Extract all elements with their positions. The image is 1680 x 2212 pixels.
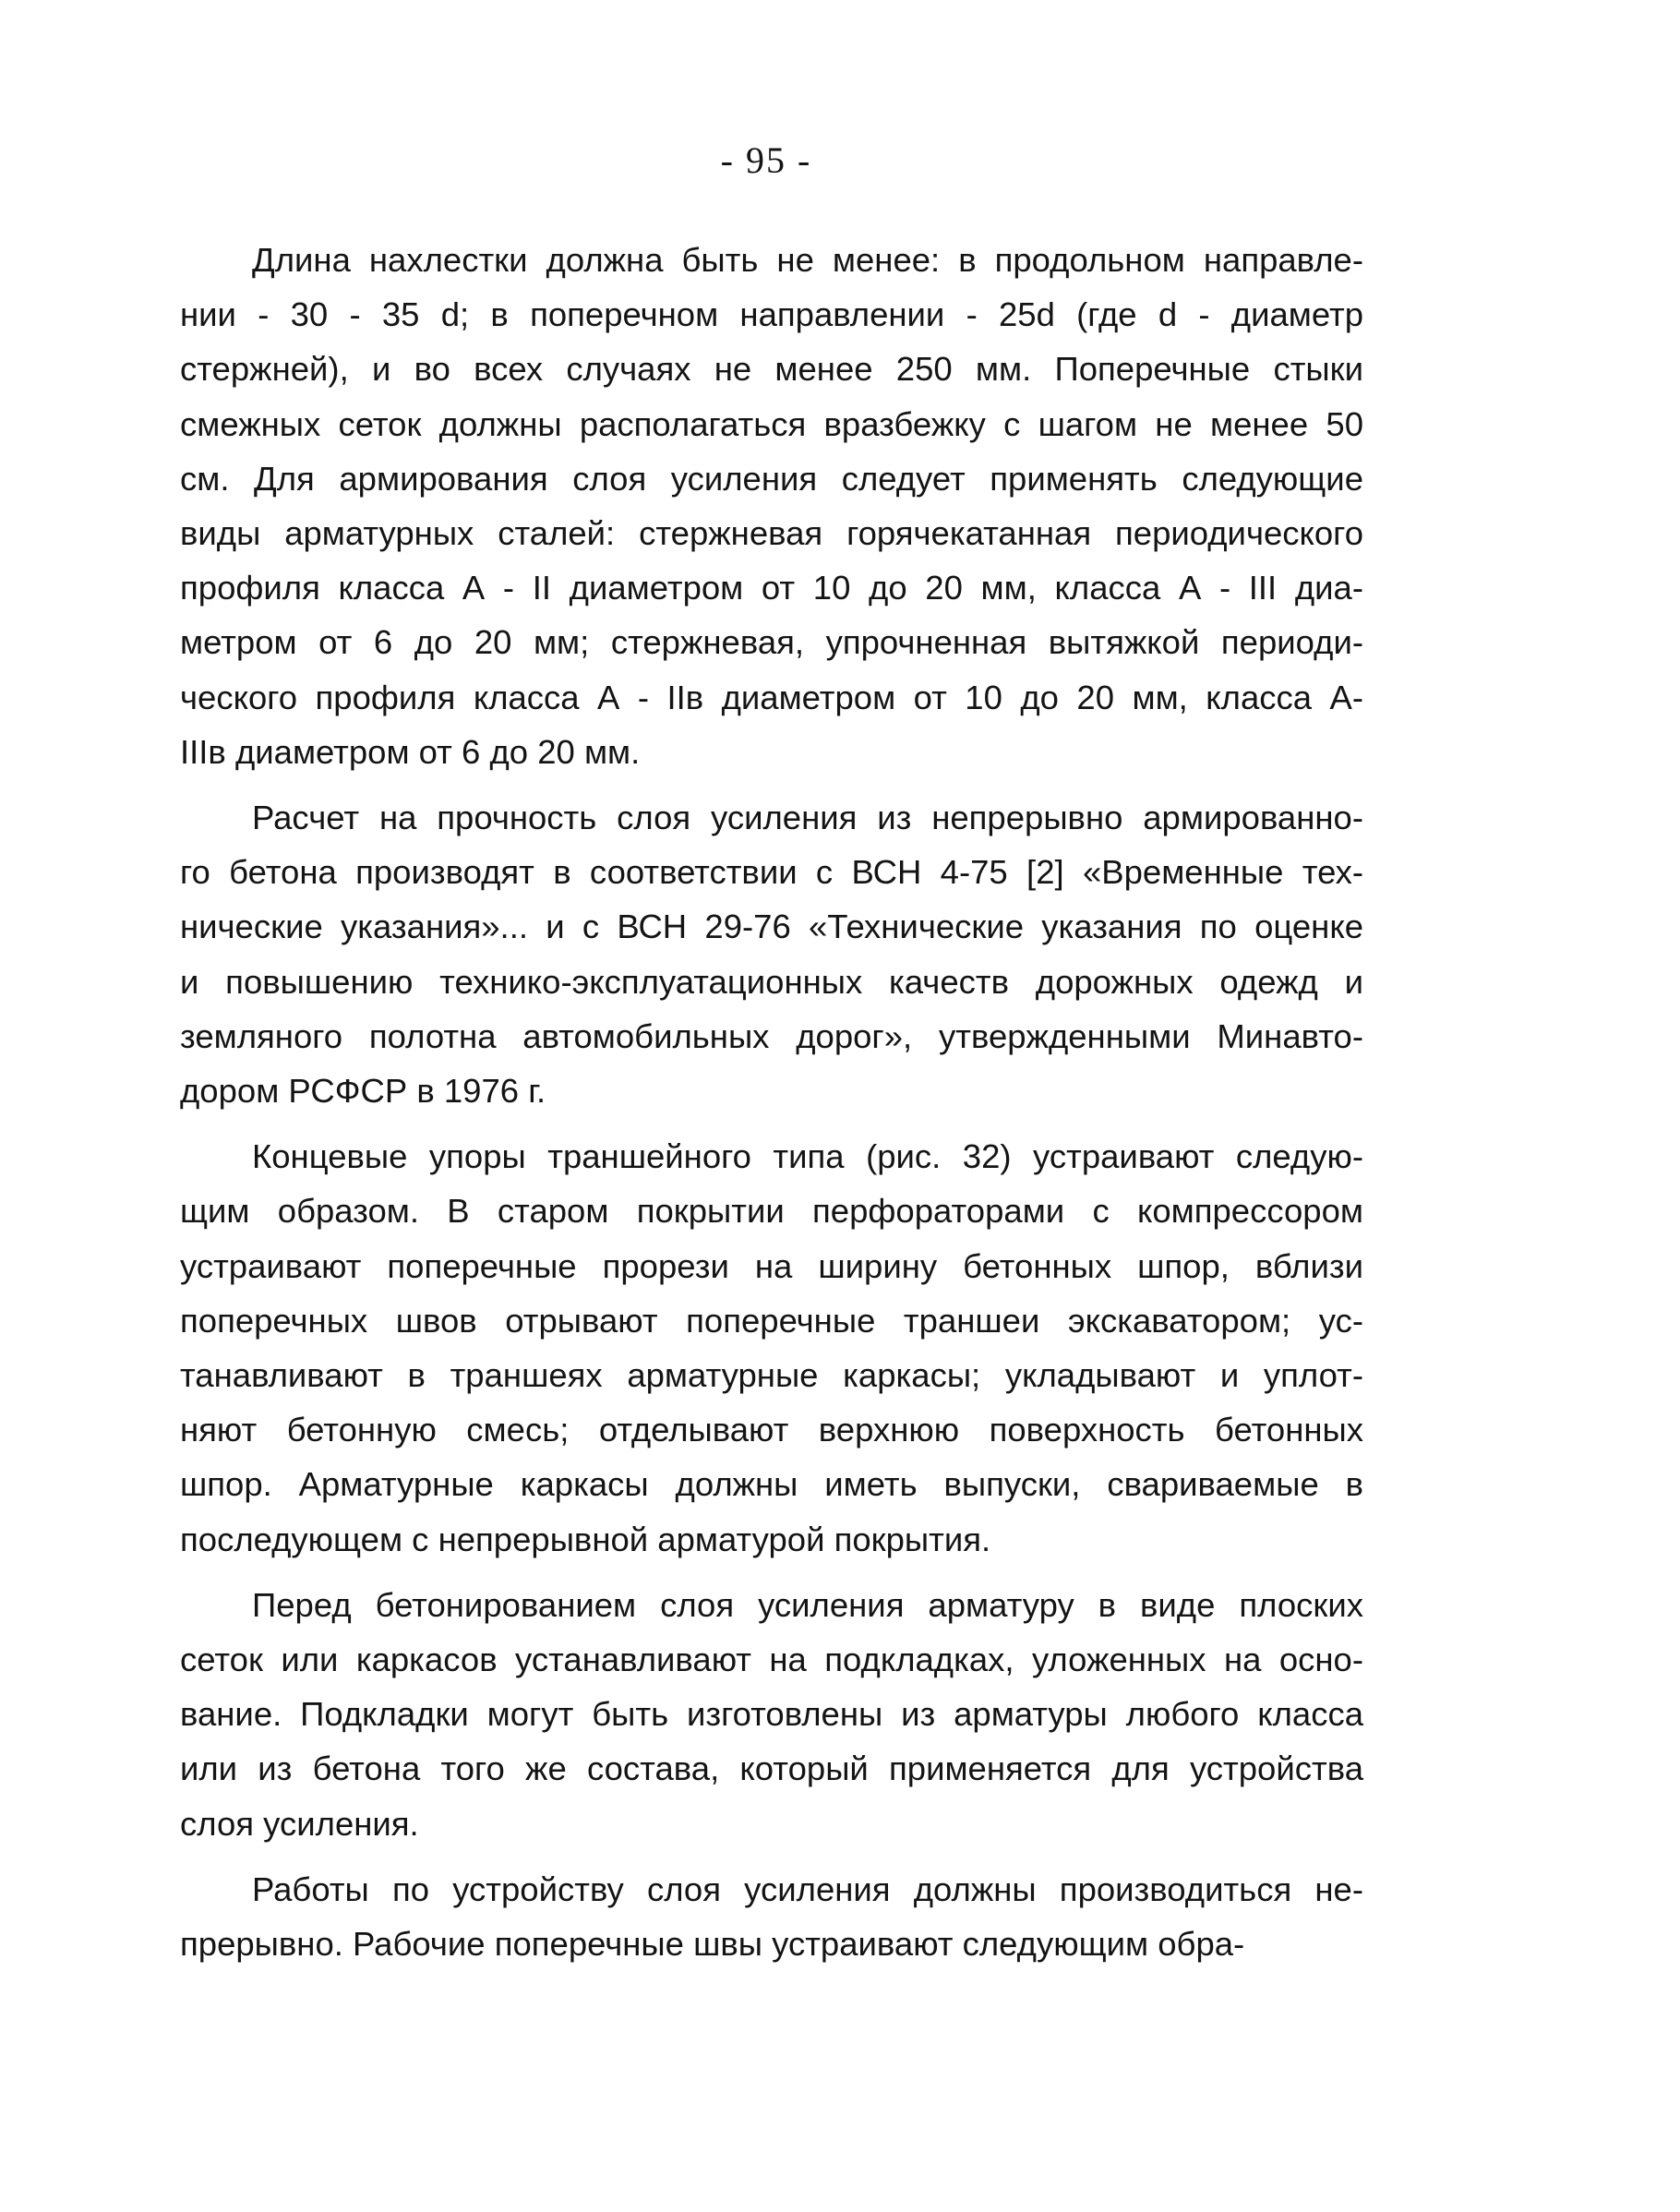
text-line: Расчет на прочность слоя усиления из непрерывно армированно- (252, 799, 1363, 837)
text-line: слоя усиления. (180, 1804, 419, 1843)
text-line: профиля класса А - II диаметром от 10 до 20 мм, класса А - III диа- (180, 569, 1363, 607)
text-line: няют бетонную смесь; отделывают верхнюю поверхность бетонных (180, 1411, 1363, 1449)
text-line: земляного полотна автомобильных дорог», утвержденными Минавто- (180, 1016, 1363, 1055)
text-line: Перед бетонированием слоя усиления арматуру в виде плоских (252, 1585, 1363, 1624)
text-line: последующем с непрерывной арматурой покрытия. (180, 1520, 991, 1558)
text-line: нии - 30 - 35 d; в поперечном направлении - 25d (где d - диаметр (180, 295, 1363, 334)
text-line: стержней), и во всех случаях не менее 250 мм. Поперечные стыки (180, 350, 1363, 389)
text-line: Работы по устройству слоя усиления должны производиться не- (252, 1869, 1363, 1908)
paragraph (180, 1129, 1363, 1567)
text-line: см. Для армирования слоя усиления следует применять следующие (180, 459, 1363, 498)
text-line: сеток или каркасов устанавливают на подкладках, уложенных на осно- (180, 1641, 1363, 1679)
text-line: Длина нахлестки должна быть не менее: в продольном направле- (252, 241, 1363, 279)
page-number: - 95 - (720, 139, 812, 181)
paragraph (180, 233, 1363, 779)
text-line: Концевые упоры траншейного типа (рис. 32) устраивают следую- (252, 1137, 1363, 1176)
text-line: устраивают поперечные прорези на ширину бетонных шпор, вблизи (180, 1246, 1363, 1285)
text-line: метром от 6 до 20 мм; стержневая, упрочненная вытяжкой периоди- (180, 623, 1363, 662)
text-line: нические указания»... и с ВСН 29-76 «Технические указания по оценке (180, 908, 1363, 946)
text-line: шпор. Арматурные каркасы должны иметь выпуски, свариваемые в (180, 1465, 1363, 1504)
text-line: щим образом. В старом покрытии перфораторами с компрессором (180, 1192, 1363, 1231)
text-line: танавливают в траншеях арматурные каркасы; укладывают и уплот- (180, 1356, 1363, 1395)
text-line: смежных сеток должны располагаться вразбежку с шагом не менее 50 (180, 404, 1363, 443)
paragraph (180, 1862, 1363, 1971)
paragraph (180, 1578, 1363, 1851)
text-line: ческого профиля класса А - IIв диаметром от 10 до 20 мм, класса А- (180, 678, 1363, 716)
text-line: IIIв диаметром от 6 до 20 мм. (180, 732, 641, 771)
text-line: виды арматурных сталей: стержневая горячекатанная периодического (180, 514, 1363, 553)
text-line: го бетона производят в соответствии с ВСН 4-75 [2] «Временные тех- (180, 853, 1363, 892)
text-line: и повышению технико-эксплуатационных качеств дорожных одежд и (180, 962, 1363, 1001)
paragraph (180, 790, 1363, 1118)
text-line: дором РСФСР в 1976 г. (180, 1072, 546, 1111)
text-line: или из бетона того же состава, который применяется для устройства (180, 1749, 1363, 1788)
text-line: поперечных швов отрывают поперечные траншеи экскаватором; ус- (180, 1301, 1363, 1340)
body-text (180, 233, 1363, 1982)
text-line: вание. Подкладки могут быть изготовлены из арматуры любого класса (180, 1695, 1363, 1734)
text-line: прерывно. Рабочие поперечные швы устраивают следующим обра- (180, 1925, 1245, 1964)
